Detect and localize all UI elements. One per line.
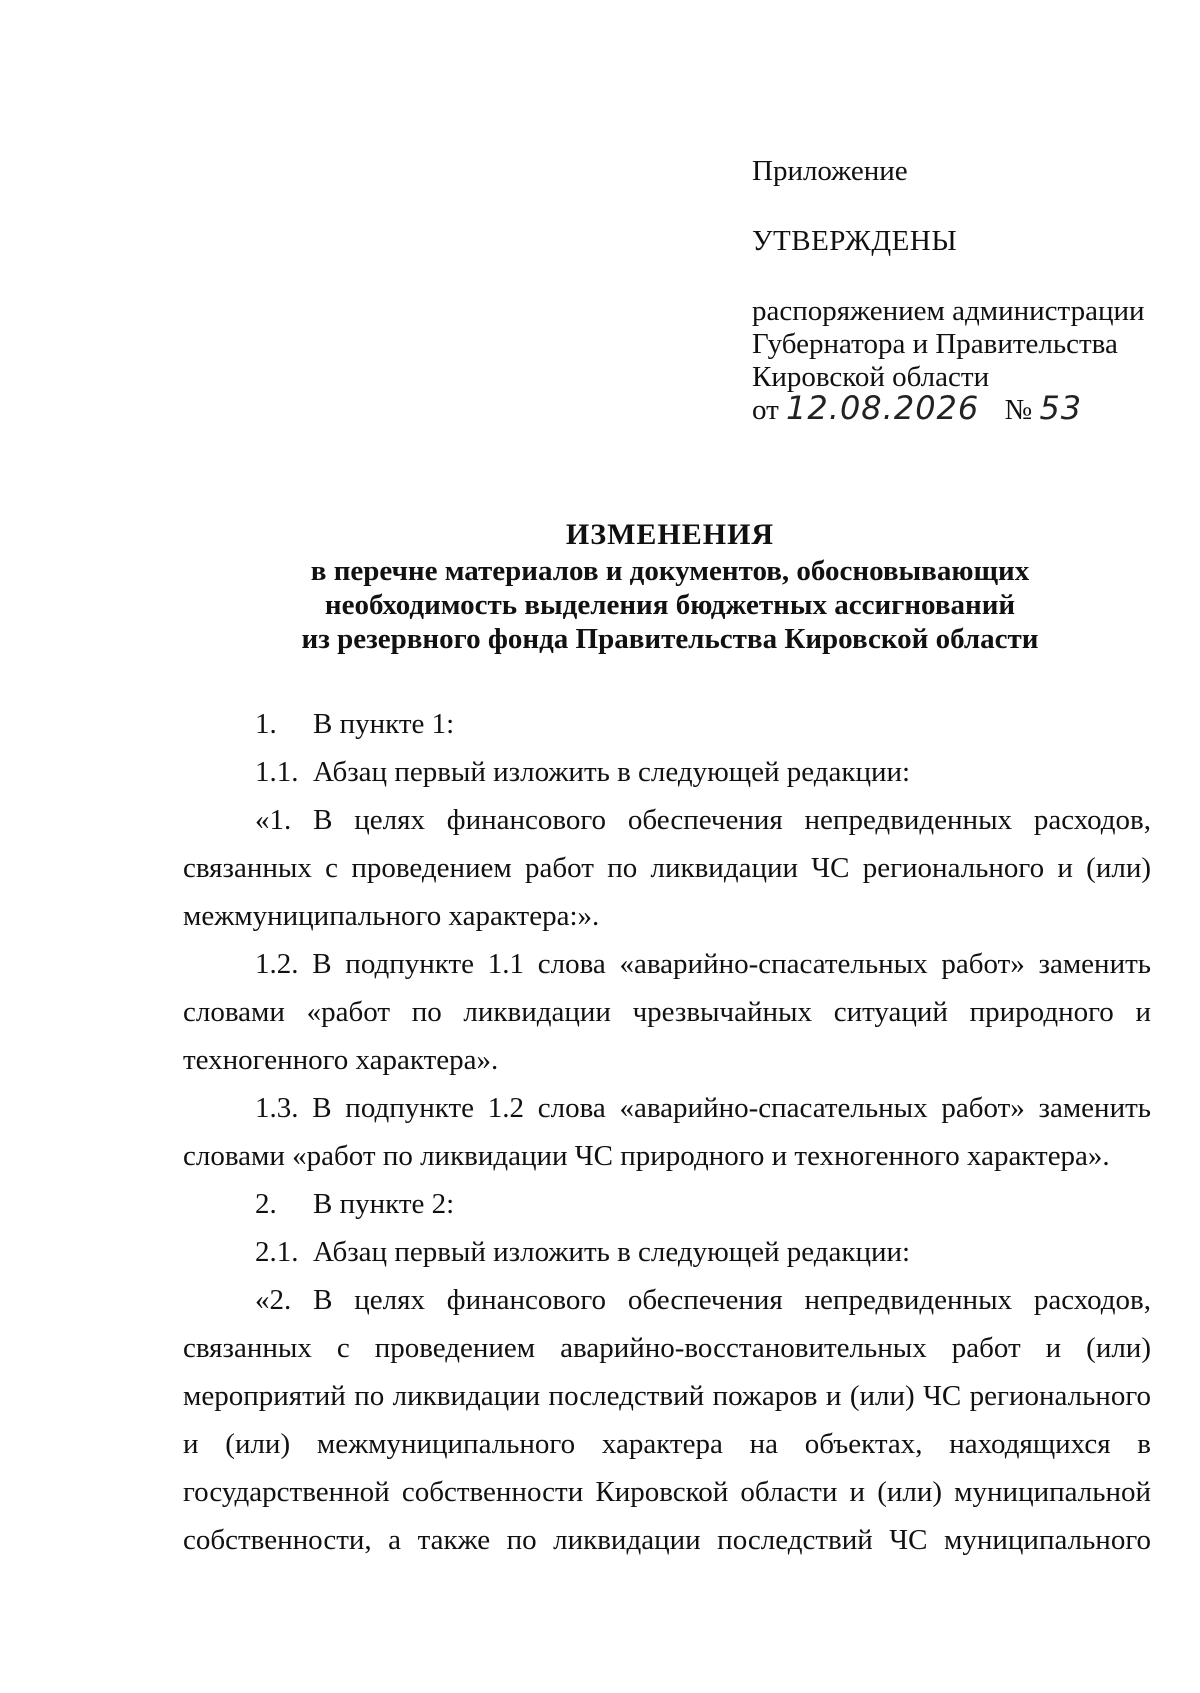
document-title [170, 518, 1170, 656]
date-prefix: от [752, 394, 779, 426]
item-number: 2.1. [255, 1236, 299, 1268]
order-date-line [752, 389, 1172, 427]
item-number: 1.1. [255, 756, 299, 788]
item-text: Абзац первый изложить в следующей редакции: [313, 1236, 911, 1268]
handwritten-number: 53 [1039, 389, 1083, 427]
quoted-paragraph-1: «1. В целях финансового обеспечения непредвиденных расходов, связанных с проведением работ по ликвидации ЧС регионального и (или) межмуниципального характера:». [183, 804, 1151, 932]
title-line: в перечне материалов и документов, обосновывающих [310, 555, 1030, 587]
approval-block [752, 155, 1172, 427]
order-line: Губернатора и Правительства [752, 328, 1118, 360]
title-line: из резервного фонда Правительства Кировской области [301, 623, 1039, 655]
order-line: распоряжением администрации [752, 295, 1145, 327]
title-line: необходимость выделения бюджетных ассигнований [324, 589, 1016, 621]
item-number: 2. [255, 1188, 277, 1220]
item-text: Абзац первый изложить в следующей редакции: [313, 756, 911, 788]
item-text: В пункте 2: [313, 1188, 455, 1220]
item-1-1 [183, 748, 1151, 796]
approved-label: УТВЕРЖДЕНЫ [752, 225, 958, 257]
item-number: 1. [255, 708, 277, 740]
handwritten-date: 12.08.2026 [786, 389, 980, 427]
annex-label: Приложение [752, 155, 908, 187]
order-line: Кировской области [752, 361, 990, 393]
item-2-1 [183, 1228, 1151, 1276]
title-main: ИЗМЕНЕНИЯ [565, 518, 775, 551]
item-text: В пункте 1: [313, 708, 455, 740]
order-reference [752, 295, 1172, 427]
item-1-2: 1.2. В подпункте 1.1 слова «аварийно-спасательных работ» заменить словами «работ по ликвидации чрезвычайных ситуаций природного и техногенного характера». [183, 948, 1151, 1076]
item-1 [183, 700, 1151, 748]
item-1-3: 1.3. В подпункте 1.2 слова «аварийно-спасательных работ» заменить словами «работ по ликвидации ЧС природного и техногенного характера». [183, 1092, 1151, 1172]
number-sign: № [1004, 394, 1033, 426]
item-2 [183, 1180, 1151, 1228]
quoted-paragraph-2: «2. В целях финансового обеспечения непредвиденных расходов, связанных с проведением аварийно-восстановительных работ и (или) мероприятий по ликвидации последствий пожаров и (или) ЧС регионального и (или) межмуниципального характера на объектах, находящихся в государственной собственности Кировской области и (или) муниципальной собственности, а также по ликвидации последствий ЧС муниципального [183, 1284, 1151, 1556]
document-body [183, 700, 1151, 1564]
